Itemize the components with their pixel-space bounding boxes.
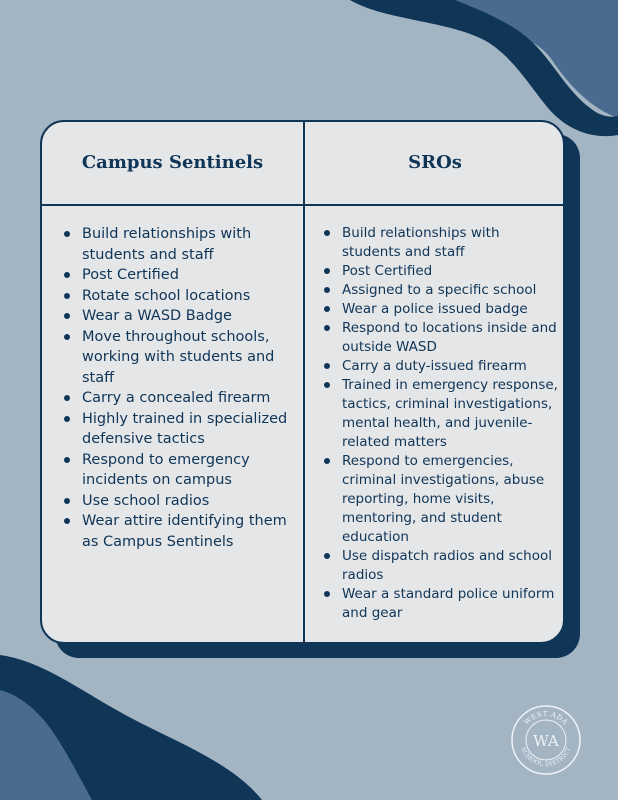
list-item: Wear a police issued badge bbox=[322, 300, 558, 319]
sros-heading: SROs bbox=[408, 152, 462, 173]
column-divider bbox=[303, 122, 305, 642]
list-item: Wear attire identifying them as Campus Sentinels bbox=[62, 511, 298, 552]
seal-bottom-text: SCHOOL DISTRICT bbox=[519, 746, 573, 769]
list-item: Use dispatch radios and school radios bbox=[322, 547, 558, 585]
list-item: Carry a duty-issued firearm bbox=[322, 357, 558, 376]
list-item: Respond to locations inside and outside WASD bbox=[322, 319, 558, 357]
list-item: Rotate school locations bbox=[62, 286, 298, 307]
comparison-table bbox=[40, 120, 565, 644]
seal-top-text: WEST ADA bbox=[522, 709, 570, 727]
sros-list bbox=[322, 224, 558, 623]
west-ada-school-district-seal bbox=[510, 704, 582, 776]
header-divider bbox=[42, 204, 563, 206]
seal-initials: WA bbox=[533, 732, 559, 750]
list-item: Highly trained in specialized defensive tactics bbox=[62, 409, 298, 450]
list-item: Trained in emergency response, tactics, criminal investigations, mental health, and juvenile-related matters bbox=[322, 376, 558, 452]
list-item: Use school radios bbox=[62, 491, 298, 512]
campus-sentinels-heading: Campus Sentinels bbox=[81, 152, 264, 173]
list-item: Wear a WASD Badge bbox=[62, 306, 298, 327]
list-item: Post Certified bbox=[322, 262, 558, 281]
list-item: Post Certified bbox=[62, 265, 298, 286]
list-item: Respond to emergencies, criminal investigations, abuse reporting, home visits, mentoring, and student education bbox=[322, 452, 558, 547]
list-item: Carry a concealed firearm bbox=[62, 388, 298, 409]
list-item: Respond to emergency incidents on campus bbox=[62, 450, 298, 491]
list-item: Wear a standard police uniform and gear bbox=[322, 585, 558, 623]
list-item: Build relationships with students and staff bbox=[322, 224, 558, 262]
list-item: Assigned to a specific school bbox=[322, 281, 558, 300]
campus-sentinels-list bbox=[62, 224, 298, 552]
list-item: Build relationships with students and staff bbox=[62, 224, 298, 265]
list-item: Move throughout schools, working with students and staff bbox=[62, 327, 298, 389]
